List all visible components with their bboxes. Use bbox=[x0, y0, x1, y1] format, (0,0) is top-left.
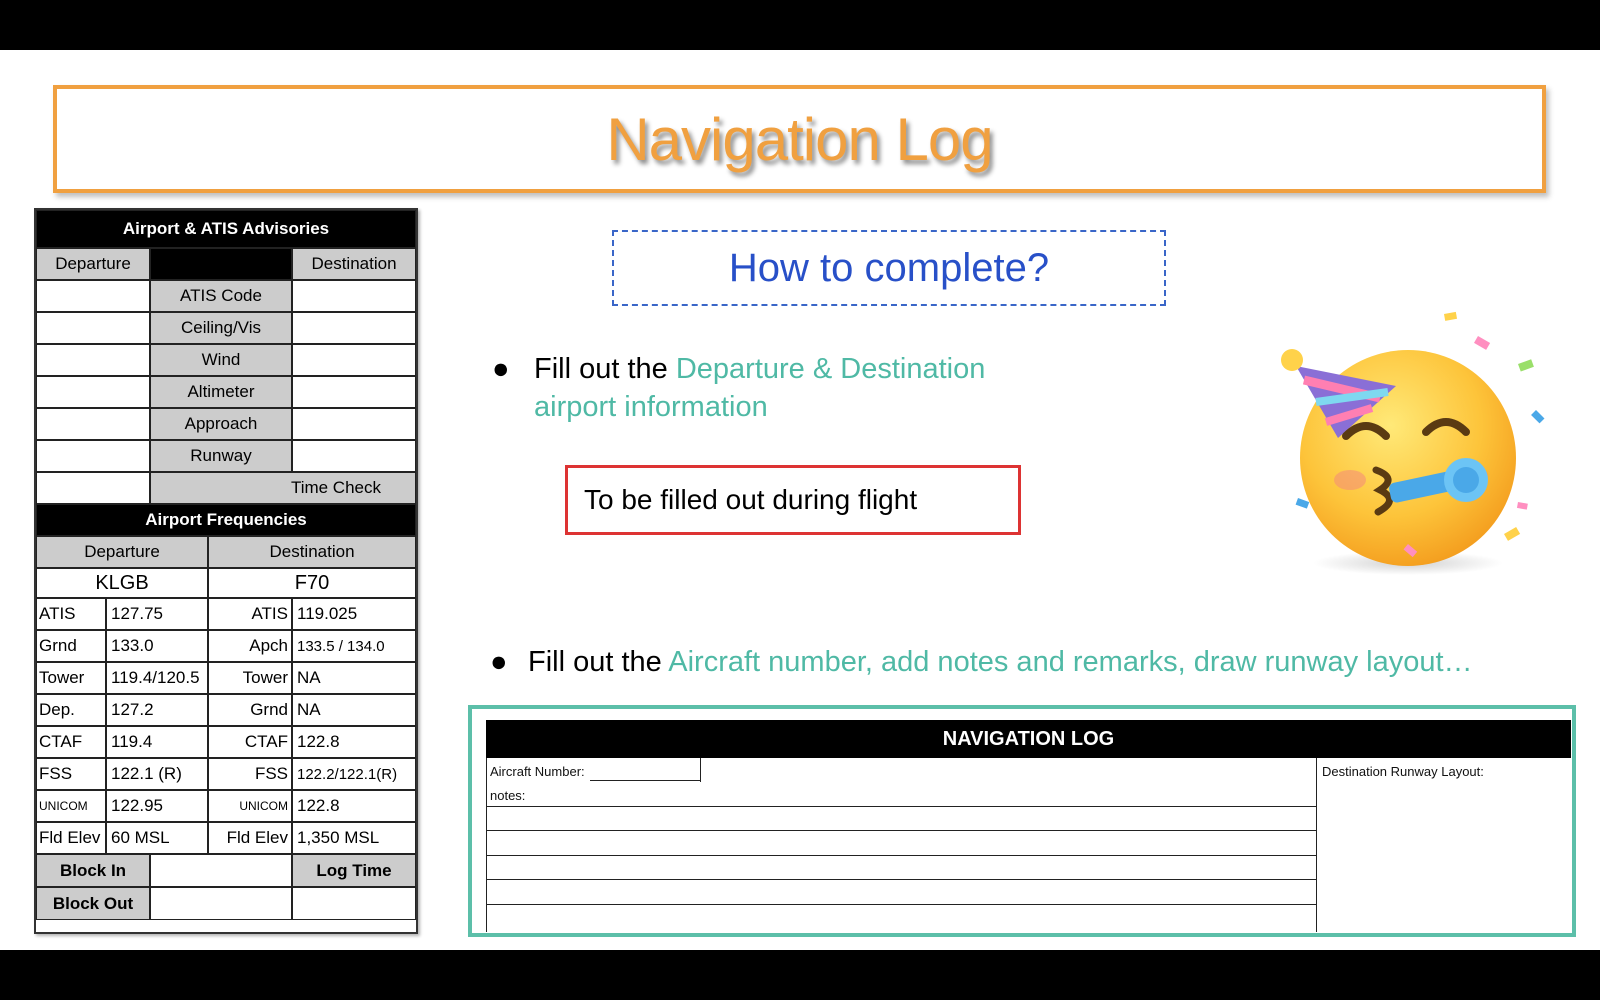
freq-dep-value: 133.0 bbox=[106, 630, 208, 662]
freq-dest-value: 133.5 / 134.0 bbox=[292, 630, 416, 662]
how-to-complete-box: How to complete? bbox=[612, 230, 1166, 306]
advisory-destination-value[interactable] bbox=[292, 344, 416, 376]
destination-airport: F70 bbox=[208, 568, 416, 598]
advisory-destination-value[interactable] bbox=[292, 440, 416, 472]
freq-dest-label: FSS bbox=[208, 758, 292, 790]
freq-destination-label: Destination bbox=[208, 536, 416, 568]
freq-dest-label: CTAF bbox=[208, 726, 292, 758]
advisories-header-gap bbox=[150, 248, 292, 280]
advisory-destination-value[interactable] bbox=[292, 312, 416, 344]
notes-label[interactable]: notes: bbox=[490, 788, 526, 803]
freq-dest-label: Grnd bbox=[208, 694, 292, 726]
advisory-destination-value[interactable] bbox=[292, 408, 416, 440]
advisory-departure-value[interactable] bbox=[36, 408, 150, 440]
aircraft-number-label: Aircraft Number: bbox=[490, 764, 585, 779]
freq-dest-value: NA bbox=[292, 662, 416, 694]
freq-dep-label: Fld Elev bbox=[36, 822, 106, 854]
freq-dep-value: 60 MSL bbox=[106, 822, 208, 854]
advisory-departure-value[interactable] bbox=[36, 280, 150, 312]
advisory-row-label: Ceiling/Vis bbox=[150, 312, 292, 344]
freq-dest-label: Fld Elev bbox=[208, 822, 292, 854]
slide bbox=[0, 50, 1600, 950]
advisory-destination-value[interactable] bbox=[292, 376, 416, 408]
frequencies-header: Airport Frequencies bbox=[36, 504, 416, 536]
block-out-value[interactable] bbox=[150, 887, 292, 920]
atis-frequency-table bbox=[34, 208, 418, 934]
advisory-row-label: Approach bbox=[150, 408, 292, 440]
freq-dep-label: CTAF bbox=[36, 726, 106, 758]
freq-dep-value: 122.1 (R) bbox=[106, 758, 208, 790]
time-check-label: Time Check bbox=[150, 472, 416, 504]
bullet-aircraft-notes: ● Fill out the Aircraft number, add notes and remarks, draw runway layout… bbox=[490, 646, 1473, 678]
advisory-row-label: Wind bbox=[150, 344, 292, 376]
freq-dest-label: Apch bbox=[208, 630, 292, 662]
nav-log-header: NAVIGATION LOG bbox=[486, 720, 1571, 758]
party-face-emoji bbox=[1268, 308, 1558, 578]
log-time-value[interactable] bbox=[292, 887, 416, 920]
advisories-header: Airport & ATIS Advisories bbox=[36, 210, 416, 248]
advisory-row-label: Altimeter bbox=[150, 376, 292, 408]
freq-dep-value: 127.75 bbox=[106, 598, 208, 630]
departure-airport: KLGB bbox=[36, 568, 208, 598]
log-time-label: Log Time bbox=[292, 854, 416, 887]
freq-dep-label: ATIS bbox=[36, 598, 106, 630]
freq-dep-value: 119.4/120.5 bbox=[106, 662, 208, 694]
freq-dest-label: ATIS bbox=[208, 598, 292, 630]
advisory-departure-value[interactable] bbox=[36, 376, 150, 408]
time-check-blank[interactable] bbox=[36, 472, 150, 504]
freq-dest-value: 122.8 bbox=[292, 790, 416, 822]
advisory-departure-value[interactable] bbox=[36, 312, 150, 344]
freq-dep-label: Tower bbox=[36, 662, 106, 694]
title-box bbox=[53, 85, 1546, 193]
freq-dest-label: UNICOM bbox=[208, 790, 292, 822]
freq-dest-value: 122.8 bbox=[292, 726, 416, 758]
during-flight-note: To be filled out during flight bbox=[565, 465, 1021, 535]
block-in-label: Block In bbox=[36, 854, 150, 887]
freq-dep-label: Grnd bbox=[36, 630, 106, 662]
block-out-label: Block Out bbox=[36, 887, 150, 920]
bullet1-highlight-line1: Departure & Destination bbox=[675, 353, 986, 385]
bullet2-highlight: Aircraft number, add notes and remarks, draw runway layout… bbox=[668, 646, 1473, 678]
freq-dest-label: Tower bbox=[208, 662, 292, 694]
advisory-row-label: ATIS Code bbox=[150, 280, 292, 312]
freq-dest-value: 119.025 bbox=[292, 598, 416, 630]
freq-dest-value: NA bbox=[292, 694, 416, 726]
freq-dep-value: 127.2 bbox=[106, 694, 208, 726]
advisory-departure-value[interactable] bbox=[36, 344, 150, 376]
nav-log-form bbox=[486, 720, 1571, 932]
advisory-destination-value[interactable] bbox=[292, 280, 416, 312]
freq-dep-label: Dep. bbox=[36, 694, 106, 726]
freq-dep-label: FSS bbox=[36, 758, 106, 790]
page-title: Navigation Log bbox=[606, 105, 993, 173]
bullet1-prefix: Fill out the bbox=[534, 353, 676, 385]
freq-dep-value: 122.95 bbox=[106, 790, 208, 822]
advisories-departure-label: Departure bbox=[36, 248, 150, 280]
freq-dest-value: 1,350 MSL bbox=[292, 822, 416, 854]
freq-dep-label: UNICOM bbox=[36, 790, 106, 822]
advisory-row-label: Runway bbox=[150, 440, 292, 472]
advisory-departure-value[interactable] bbox=[36, 440, 150, 472]
freq-dep-value: 119.4 bbox=[106, 726, 208, 758]
bullet-departure-destination: ● Fill out the Departure & Destination airport information bbox=[492, 353, 986, 423]
block-in-value[interactable] bbox=[150, 854, 292, 887]
runway-layout-label: Destination Runway Layout: bbox=[1322, 764, 1484, 779]
freq-dest-value: 122.2/122.1(R) bbox=[292, 758, 416, 790]
freq-departure-label: Departure bbox=[36, 536, 208, 568]
bullet2-prefix: Fill out the bbox=[528, 646, 669, 678]
advisories-destination-label: Destination bbox=[292, 248, 416, 280]
bullet1-highlight-line2: airport information bbox=[534, 391, 768, 423]
